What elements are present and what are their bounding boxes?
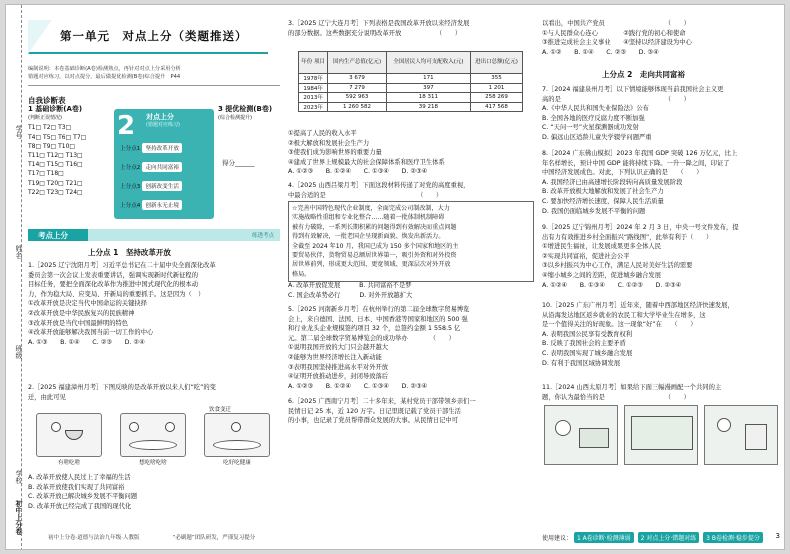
figure-caption: 有啥吃啥 (57, 460, 80, 466)
point-tag: 上分点2 (120, 165, 141, 171)
question-option[interactable]: D. 有利于我国区域协调发展 (542, 359, 621, 367)
question-option: ④建成了世界上规模最大的社会保障体系和医疗卫生体系 (288, 158, 445, 166)
question-option[interactable]: C. “天问一号”火星探测器成功发射 (542, 124, 639, 132)
question-4 (288, 181, 536, 200)
question-11 (542, 383, 780, 402)
person-icon (165, 422, 175, 432)
table-header: 年份 项目 (299, 52, 328, 74)
question-stem: 和行业龙头企业规模签约项目 32 个，总签约金额 1 558.5 亿 (288, 325, 461, 333)
cartoon-panel-2 (624, 405, 698, 465)
point-tag: 上分点4 (120, 203, 141, 209)
answer-choices[interactable]: A. ①②③ B. ①②④ C. ①③④ D. ②③④ (288, 382, 428, 390)
figure-title: 饮食变迁 (209, 407, 232, 413)
key-point-1-title: 上分点 1 坚持改革开放 (88, 248, 171, 257)
material-box (288, 201, 534, 282)
question-stem: 目标任务，要把全面深化改革作为推进中国式现代化的根本动 (28, 281, 199, 289)
question-6-continued (542, 19, 780, 57)
cartoon-panel-1 (544, 405, 618, 465)
margin-label-class: 班级 (15, 345, 23, 359)
question-1 (28, 261, 280, 347)
point-box: 走向共同富裕 (142, 162, 182, 172)
header-corner-decoration (28, 20, 52, 54)
diag-a-line[interactable]: T14□ T15□ T16□ (28, 161, 83, 169)
table-header: 国内生产总值(亿元) (328, 52, 386, 74)
question-option: ①说明我国开放的大门只会越开越大 (288, 344, 389, 352)
question-option: ②极大解放和发展社会生产力 (288, 139, 370, 147)
margin-label-school: 学校 (15, 470, 23, 484)
figure-caption: 想吃啥吃啥 (139, 460, 167, 466)
table-cell: 355 (471, 74, 523, 84)
question-stem: 中国经济发展成色。对此，下列认识正确的是 （ ） (542, 169, 703, 177)
question-stem: 3.［2025 辽宁大连月考］下列表格是我国改革开放以来经济发展 (288, 20, 470, 27)
diag-a-line[interactable]: T8□ T9□ T10□ (28, 142, 76, 150)
question-option: ③表明我国坚持推进高水平对外开放 (288, 363, 389, 371)
question-stem: 2.［2025 福建漳州月考］下图反映的是改革开放以来人们“吃”的变 (28, 384, 216, 391)
question-stem: 5.［2025 河南新乡月考］在杭州举行的第二届全球数字贸易博览 (288, 306, 470, 313)
question-stem: 迁，由此可见 (28, 393, 66, 401)
question-stem: 6.［2025 广西南宁月考］二十多年来，某村党员干部带领乡亲们一 (288, 398, 476, 405)
question-3 (288, 19, 536, 38)
material-line: 格局。 (292, 270, 311, 278)
answer-choices[interactable]: A. ①②④ B. ①③④ C. ①②③ D. ②③④ (542, 281, 682, 289)
diag-b-point (120, 162, 210, 172)
middle-column (288, 5, 536, 550)
point-box: 创新改变生活 (142, 181, 182, 191)
question-stem: 会上，来自德国、法国、日本、中国香港等国家和地区的 500 强 (288, 315, 468, 323)
question-option: ③改革开放是当代中国最鲜明的特色 (28, 319, 129, 327)
material-line: 被有力破除，一系列长期积累的问题得到有效解决而重点问题 (292, 223, 457, 231)
table-cell: 2013年 (299, 93, 328, 103)
question-option: ①与人民群众心连心 ②践行党的初心和使命 (542, 29, 686, 37)
diag-b-point (120, 181, 210, 191)
compile-note (28, 65, 280, 81)
diag-a-line[interactable]: T11□ T12□ T13□ (28, 152, 83, 160)
question-8 (542, 149, 780, 216)
question-10 (542, 301, 780, 368)
question-option[interactable]: A. 表明我国公民享有受教育权利 (542, 330, 633, 338)
diag-a-line[interactable]: T4□ T5□ T6□ T7□ (28, 133, 87, 141)
question-option: ①提高了人民的收入水平 (288, 130, 357, 137)
table-cell: 417 568 (471, 102, 523, 112)
question-option[interactable]: D. 改革开放已经完成了我国的现代化 (28, 502, 132, 510)
table-cell: 7 279 (328, 83, 386, 93)
question-stem: 年名样增长，预计中国 GDP 能将持续下降。一升一降之间，印证了 (542, 159, 730, 167)
figure-caption: 吃好吃健康 (223, 460, 251, 466)
material-line: 要贸易伙伴，货物贸易总额居世界第一，吸引外资和对外投资 (292, 252, 457, 260)
diag-a-line[interactable]: T1□ T2□ T3□ (28, 124, 72, 132)
diag-a-head: 1 基础诊断(A卷) (28, 105, 83, 113)
question-stem: 是一个值得关注的好现象。这一现象“好”在 （ ） (542, 321, 697, 329)
diag-c-sub: (综合检测提升) (218, 115, 252, 122)
diag-b-head: 对点上分 (146, 113, 174, 121)
material-line: 实施战略性重组和专业化整合……随着一批体制机制障碍 (292, 214, 445, 222)
score-field[interactable]: 得分______ (222, 159, 255, 167)
diag-b-panel (114, 109, 214, 219)
question-option: ④缩小城乡之间的差距，促进城乡融合发展 (542, 271, 661, 279)
question-stem: 委员会第一次会议上发表重要讲话，强调实现新时代新征程的 (28, 271, 199, 279)
margin-label-id: 学号 (15, 125, 23, 139)
question-stem: 元。第二届全球数字贸易博览会的成功举办 （ ） (288, 334, 455, 342)
field-icon (631, 416, 693, 450)
table-row (299, 93, 523, 103)
person-icon (129, 422, 139, 432)
question-stem: 出有力有效推进乡村全面振兴“路线图”，此举有利于（ ） (542, 233, 713, 241)
usage-step: 1 A卷诊断·检测薄弱 (574, 532, 634, 543)
unit-title: 第一单元 对点上分（类题推送） (60, 29, 248, 43)
table-cell: 1984年 (299, 83, 328, 93)
answer-choices[interactable]: C. 国企改革势必行 D. 对外开放越扩大 (288, 291, 413, 299)
margin-cut-line (21, 5, 22, 550)
cartoon-panel-3 (704, 405, 778, 465)
question-2-options (28, 473, 280, 511)
margin-label-name: 姓名 (15, 245, 23, 259)
house-icon (579, 428, 609, 448)
question-7 (542, 85, 780, 143)
question-stem: 7.［2024 福建泉州月考］以下情境能够体现当前我国社会主义更 (542, 86, 724, 93)
question-stem: 1.［2025 辽宁沈阳月考］习近平总书记在二十届中央全面深化改革 (28, 262, 216, 269)
question-option: ③以乡村振兴为中心工作，满足人民对美好生活的需要 (542, 262, 693, 270)
question-3-options (288, 129, 536, 177)
question-option: ③使我们成为影响世界的重要力量 (288, 149, 382, 157)
page-number: 3 (775, 532, 780, 540)
figure-panel-3 (204, 407, 270, 466)
question-stem: 11.［2024 山西太原月考］如果给下面三幅漫画配一个共同的主 (542, 384, 722, 391)
question-stem: 的小事，也记录了党员帮带群众发展的大事。从民情日记中可 (288, 417, 459, 425)
diag-a-line[interactable]: T19□ T20□ T21□ (28, 179, 83, 187)
question-2 (28, 383, 280, 402)
question-stem: 中最合适的是 （ ） (288, 191, 443, 199)
answer-choices[interactable]: A. 改革开放促发展 B. 共同富裕不是梦 (288, 282, 412, 289)
key-point-2-title: 上分点 2 走向共同富裕 (602, 70, 685, 79)
table-row (299, 102, 523, 112)
question-option: ②实现共同富裕，促进社会公平 (542, 252, 630, 260)
worksheet-page (5, 4, 785, 550)
question-option[interactable]: B. 改革开放使我们实现了共同富裕 (28, 483, 125, 491)
question-stem: 民情日记 25 本，近 120 万字。日记里既记载了党员干部生活 (288, 407, 461, 415)
question-option: ④证明开放推动进步，封闭导致落后 (288, 373, 389, 381)
table-cell: 258 269 (471, 93, 523, 103)
question-stem: 题，你认为最恰当的是 （ ） (542, 393, 690, 401)
question-5 (288, 305, 536, 391)
table-icon (129, 440, 177, 450)
question-option[interactable]: D. 我国仍面临城乡发展不平衡的问题 (542, 207, 646, 215)
unit-header (28, 20, 268, 54)
material-line: 得到有效解决，一批老国企呈现新面貌、焕发出新活力。 (292, 233, 445, 241)
material-line: 居世界前列，形成更大范围、更宽领域、更深层次对外开放 (292, 261, 451, 269)
margin-strip (6, 5, 26, 550)
compile-note-line: 编制说明：本卷基础诊断(A卷)检测熟点，再针对对点上分采用分析 (28, 66, 181, 72)
question-option[interactable]: A. 改革开放使人民过上了幸福的生活 (28, 474, 131, 481)
person-icon (231, 422, 241, 432)
question-option: ①增进民生福祉，让发展成果更多全体人民 (542, 243, 661, 251)
diag-b-point (120, 200, 210, 210)
table-cell: 1 201 (471, 83, 523, 93)
diag-a-panel (28, 105, 113, 197)
question-stem: 8.［2024 广东佛山模拟］2023 年我国 GDP 突破 126 万亿元，比上 (542, 150, 738, 157)
question-option[interactable]: C. 表明我国实现了城乡融合发展 (542, 349, 633, 357)
question-9 (542, 223, 780, 290)
section-bar (28, 229, 280, 241)
table-cell: 397 (386, 83, 470, 93)
economy-data-table (298, 51, 523, 112)
table-cell: 1978年 (299, 74, 328, 84)
question-stem: 力，作为稳大局、应变局、开新局的重要抓手。这是因为（ ） (28, 290, 205, 298)
question-stem: 从沿海发达地区返乡就业的农民工和大学毕业生在增多，这 (542, 311, 706, 319)
table-cell: 39 218 (386, 102, 470, 112)
question-option[interactable]: A.《中华人民共和国失业保险法》公布 (542, 105, 649, 113)
self-diagnosis-table (28, 105, 280, 225)
usage-step: 3 B卷检测·稳步提分 (703, 532, 763, 543)
table-row (299, 83, 523, 93)
table-header: 全国居民人均可支配收入(元) (386, 52, 470, 74)
usage-bar (542, 532, 780, 544)
question-stem: 高的是 （ ） (542, 95, 690, 103)
section-title: 考点上分 (38, 231, 68, 240)
table-cell: 18 311 (386, 93, 470, 103)
compile-note-line: 错题对应练习，以对点提分，最后做提优检测(B卷)综合提升 P44 (28, 74, 181, 80)
question-option: ②改革开放是中华民族复兴的民族精神 (28, 309, 135, 317)
material-line: ☆完善中国特色现代企业制度，全面完成公司制改制，大力 (292, 205, 450, 212)
person-icon (51, 422, 61, 432)
diag-b-point (120, 143, 210, 153)
material-line: 全截至 2024 年10 月，我国已成为 150 多个国家和地区的主 (292, 242, 459, 250)
section-right-label: 练透考点 (251, 233, 274, 239)
diag-c-panel (218, 105, 280, 167)
table-cell: 1 260 582 (328, 102, 386, 112)
question-option[interactable]: D. 偏远山区适龄儿童失学辍学问题严重 (542, 133, 652, 141)
table-cell: 171 (386, 74, 470, 84)
diet-change-figure (32, 407, 276, 469)
question-option: ④改革开放能够解决我国当前一切工作的中心 (28, 329, 154, 337)
table-cell: 2023年 (299, 102, 328, 112)
usage-label: 使用建议： (542, 535, 573, 542)
table-header: 进出口总额(亿元) (471, 52, 523, 74)
question-stem: 的部分数据。这些数据充分说明改革开放 （ ） (288, 29, 462, 37)
bowl-icon (65, 430, 83, 440)
point-box: 创新永无止境 (142, 200, 182, 210)
diag-c-head: 3 提优检测(B卷) (218, 105, 273, 113)
question-stem: 10.［2025 广东广州月考］近年来，随着中西部地区经济快速发展， (542, 302, 734, 309)
point-tag: 上分点1 (120, 146, 141, 152)
diag-a-line[interactable]: T17□ T18□ (28, 170, 64, 178)
question-4-options (288, 281, 536, 300)
table-cell: 592 963 (328, 93, 386, 103)
diag-a-line[interactable]: T22□ T23□ T24□ (28, 188, 83, 196)
question-option[interactable]: B. 反映了我国社会的主要矛盾 (542, 340, 626, 348)
question-option[interactable]: C. 改革开放已解决城乡发展不平衡问题 (28, 493, 138, 501)
question-option: ③推进完成社会主义事业 ④坚持以经济建设为中心 (542, 39, 692, 47)
question-6 (288, 397, 536, 426)
diag-b-sub: (错题对应练习) (146, 122, 180, 128)
table-row (299, 74, 523, 84)
plate-icon (213, 440, 261, 450)
question-option[interactable]: A. 我国经济已由高速增长阶段转向高质量发展阶段 (542, 178, 683, 186)
question-option[interactable]: B. 全国各地的医疗反腐力度不断加强 (542, 114, 645, 122)
question-option: ①改革开放是决定当代中国命运的关键抉择 (28, 300, 147, 308)
table-cell: 3 679 (328, 74, 386, 84)
answer-choices[interactable]: A. ①②③ B. ①②④ C. ①③④ D. ②③④ (288, 168, 428, 176)
diag-a-sub: (判断正误情况) (28, 115, 62, 122)
point-box: 坚持改革开放 (142, 143, 182, 153)
left-column (28, 5, 280, 550)
usage-step: 2 对点上分·错题对练 (638, 532, 700, 543)
answer-choices[interactable]: A. ①③ B. ①④ C. ②③ D. ②④ (28, 338, 145, 346)
question-stem: 4.［2025 山西吕梁月考］下面这段材料传递了对党的高度重视， (288, 182, 470, 189)
person-icon (555, 420, 571, 436)
figure-panel-2 (120, 413, 186, 466)
self-diagnosis-title: 自我诊断表 (28, 96, 66, 105)
right-column (542, 5, 780, 550)
question-option[interactable]: B. 改革开放极大地解放和发展了社会生产力 (542, 188, 664, 196)
diag-b-number: 2 (117, 111, 136, 141)
point-tag: 上分点3 (120, 184, 141, 190)
question-stem: 以看出，中国共产党员 （ ） (542, 20, 690, 27)
answer-choices[interactable]: A. ①② B. ①④ C. ②③ D. ③④ (542, 48, 659, 56)
person-icon (717, 418, 731, 432)
question-option[interactable]: C. 要加快经济增长速度，保障人民生活质量 (542, 197, 664, 205)
page-footer: 初中上分卷·道德与法治九年级·人教版 “必刷题”团队研发，严谨复习提分 (48, 535, 256, 541)
box-icon (745, 424, 767, 450)
margin-label-series: 初中上分卷 (15, 500, 23, 535)
figure-panel-1 (36, 413, 102, 466)
divider (28, 85, 280, 86)
question-option: ②能够为世界经济增长注入新动能 (288, 353, 382, 361)
question-stem: 9.［2025 辽宁锦州月考］2024 年 2 月 3 日，中央一号文件发布，提 (542, 224, 739, 231)
